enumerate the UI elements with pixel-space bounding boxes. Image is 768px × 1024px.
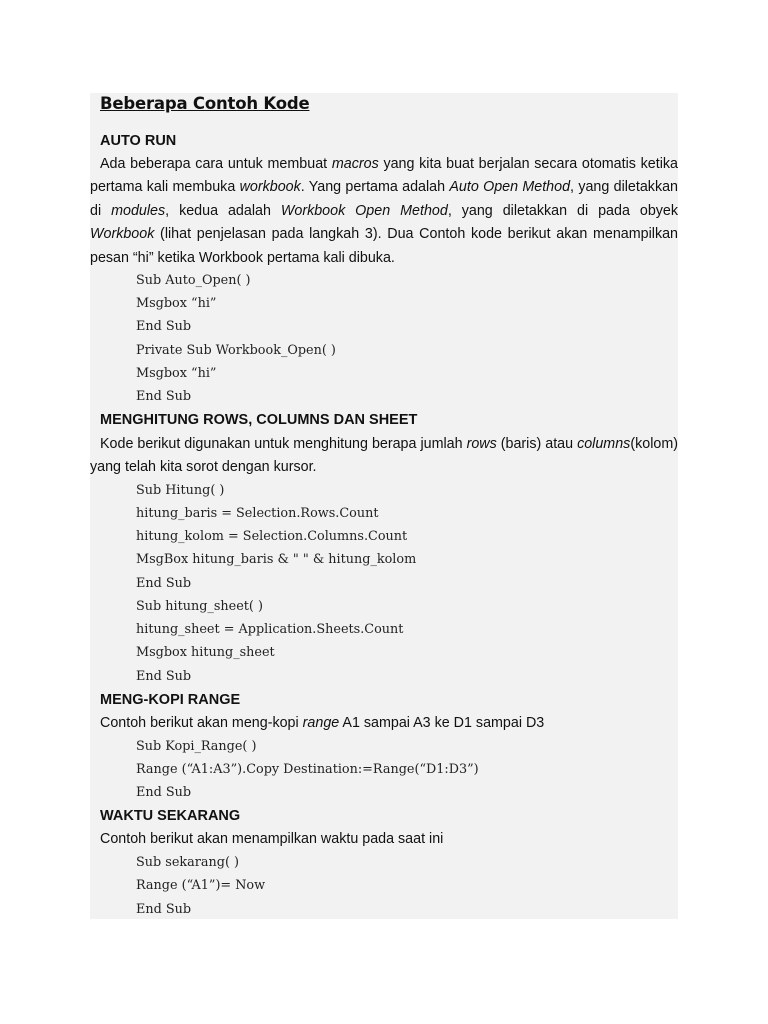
code-line: End Sub bbox=[136, 319, 192, 334]
text-run: , yang diletakkan di pada obyek bbox=[447, 202, 679, 219]
section-heading-kopi-range: MENG-KOPI RANGE bbox=[100, 692, 241, 708]
code-line: End Sub bbox=[136, 576, 192, 591]
text-run: Kode berikut digunakan untuk menghitung berapa jumlah bbox=[100, 436, 467, 452]
code-line: End Sub bbox=[136, 785, 192, 800]
text-run: Contoh berikut akan meng-kopi bbox=[100, 715, 303, 731]
text-run: , yang diletakkan di bbox=[90, 179, 678, 219]
italic-term: macros bbox=[331, 156, 379, 172]
section-paragraph-auto-run bbox=[90, 153, 678, 270]
italic-term: rows bbox=[466, 436, 497, 452]
code-line: hitung_sheet = Application.Sheets.Count bbox=[136, 622, 404, 637]
code-line: hitung_kolom = Selection.Columns.Count bbox=[136, 529, 408, 544]
italic-term: workbook bbox=[239, 179, 301, 196]
text-run: Contoh berikut akan menampilkan waktu pada saat ini bbox=[100, 831, 444, 847]
text-run: yang kita buat berjalan secara otomatis ketika pertama kali membuka bbox=[90, 156, 678, 196]
code-line: End Sub bbox=[136, 902, 192, 917]
text-run: (baris) atau bbox=[496, 436, 578, 452]
code-line: Sub Hitung( ) bbox=[136, 483, 225, 498]
text-run: (lihat penjelasan pada langkah 3). Dua Contoh kode berikut akan menampilkan pesan “hi” ketika Workbook pertama kali dibuka. bbox=[90, 226, 678, 266]
italic-term: Workbook Open Method bbox=[280, 202, 448, 219]
text-run: , kedua adalah bbox=[165, 202, 281, 219]
code-line: End Sub bbox=[136, 389, 192, 404]
code-line: Msgbox hitung_sheet bbox=[136, 645, 275, 660]
code-line: Range (“A1:A3”).Copy Destination:=Range(“D1:D3”) bbox=[136, 762, 479, 777]
italic-term: Workbook bbox=[90, 226, 155, 243]
text-run: (kolom) yang telah kita sorot dengan kursor. bbox=[90, 436, 678, 476]
code-line: Sub hitung_sheet( ) bbox=[136, 599, 263, 614]
section-paragraph-waktu-sekarang bbox=[100, 829, 443, 849]
section-heading-auto-run: AUTO RUN bbox=[100, 133, 177, 149]
text-run: Ada beberapa cara untuk membuat bbox=[100, 156, 332, 172]
code-line: Msgbox “hi” bbox=[136, 366, 217, 381]
italic-term: modules bbox=[111, 202, 166, 219]
section-paragraph-menghitung bbox=[90, 433, 678, 480]
code-line: hitung_baris = Selection.Rows.Count bbox=[136, 506, 379, 521]
text-run: A1 sampai A3 ke D1 sampai D3 bbox=[339, 715, 545, 731]
text-run: . Yang pertama adalah bbox=[300, 179, 450, 196]
page-title: Beberapa Contoh Kode bbox=[100, 94, 310, 113]
code-line: Sub sekarang( ) bbox=[136, 855, 240, 870]
code-line: End Sub bbox=[136, 669, 192, 684]
italic-term: columns bbox=[577, 436, 631, 452]
code-line: Msgbox “hi” bbox=[136, 296, 217, 311]
section-heading-menghitung: MENGHITUNG ROWS, COLUMNS DAN SHEET bbox=[100, 412, 418, 428]
section-heading-waktu-sekarang: WAKTU SEKARANG bbox=[100, 808, 241, 824]
code-line: Sub Auto_Open( ) bbox=[136, 273, 251, 288]
italic-term: Auto Open Method bbox=[449, 179, 571, 196]
code-line: Range (“A1”)= Now bbox=[136, 878, 266, 893]
code-line: Sub Kopi_Range( ) bbox=[136, 739, 257, 754]
code-line: MsgBox hitung_baris & " " & hitung_kolom bbox=[136, 552, 417, 567]
code-line: Private Sub Workbook_Open( ) bbox=[136, 343, 336, 358]
section-paragraph-kopi-range bbox=[100, 713, 544, 733]
italic-term: range bbox=[302, 715, 340, 731]
